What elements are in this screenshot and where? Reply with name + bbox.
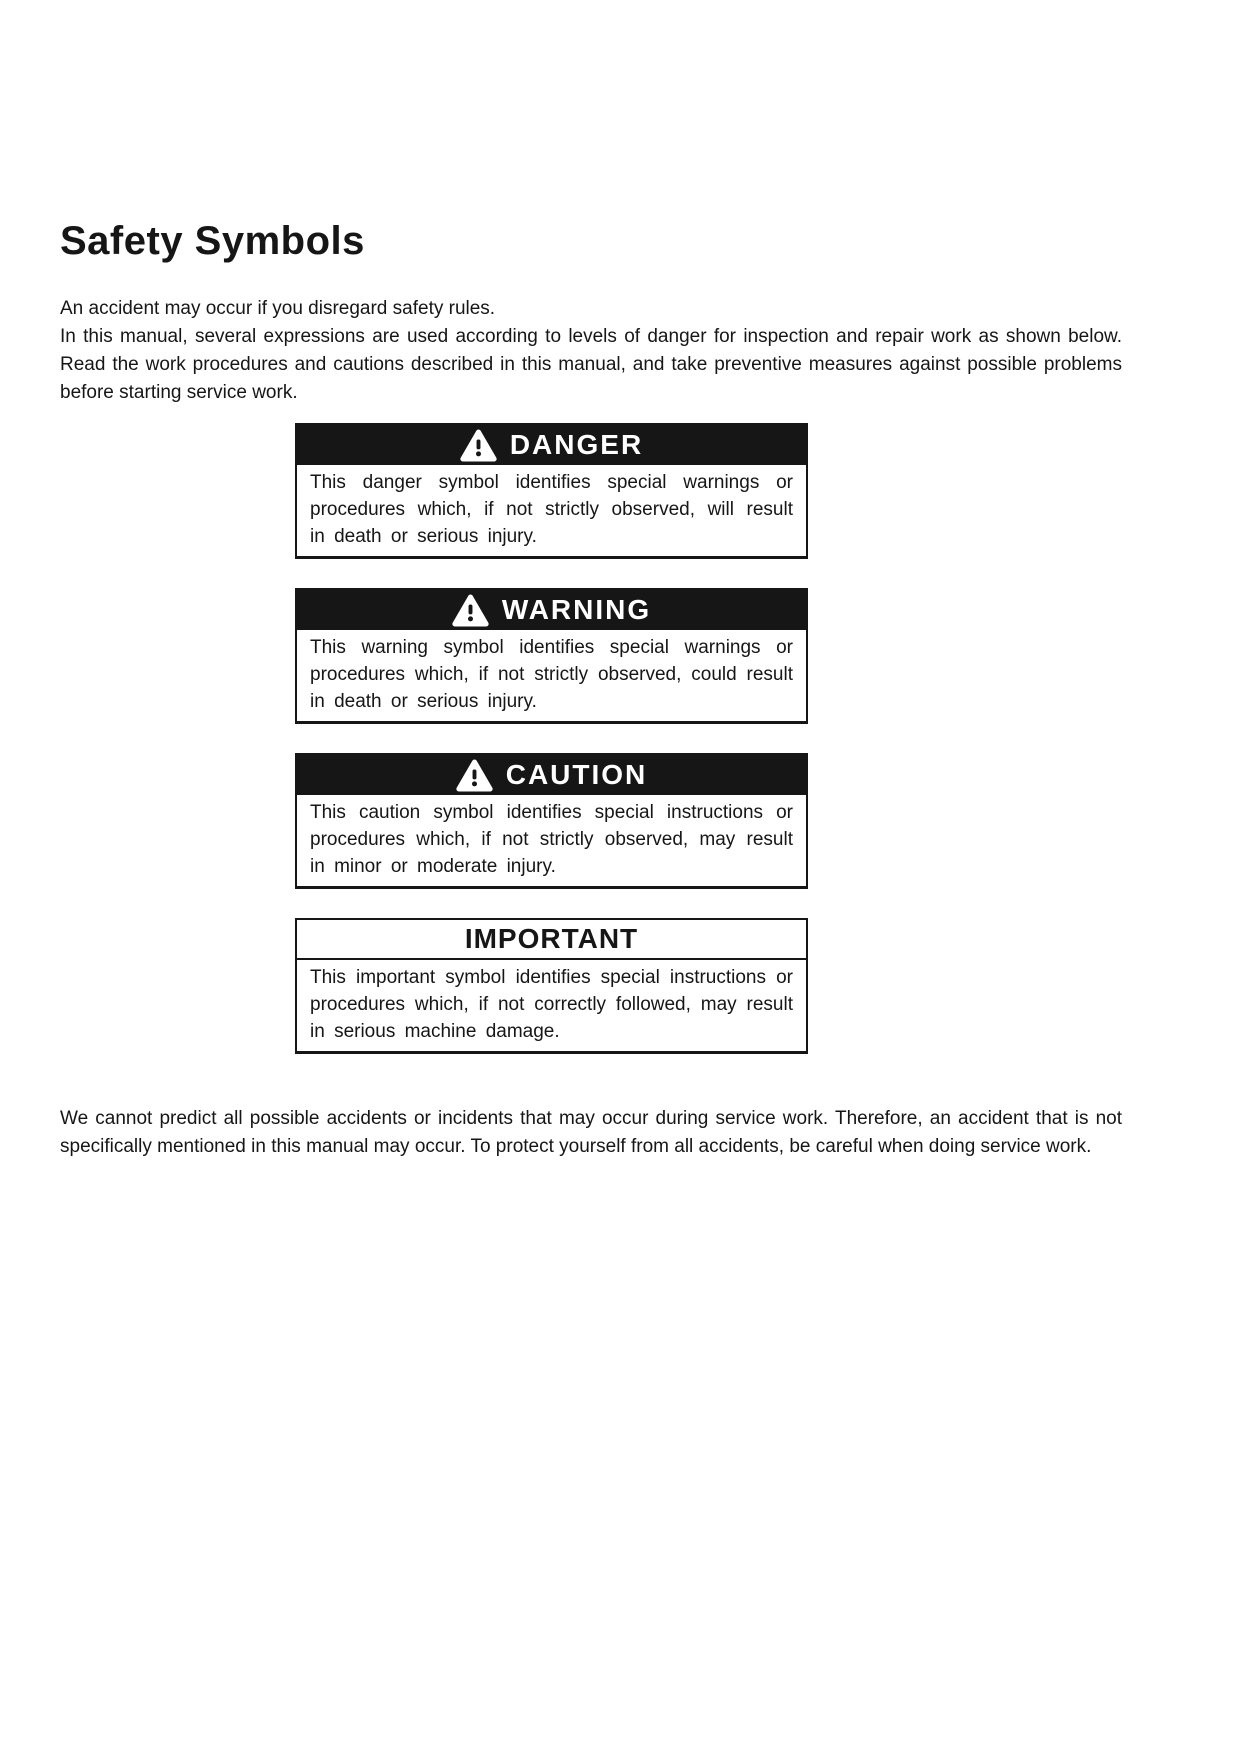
box-header (297, 425, 806, 465)
page-title: Safety Symbols (60, 219, 365, 263)
box-title: CAUTION (505, 759, 648, 790)
box-body-text: This caution symbol identifies special instructions or procedures which, if not strictly observed, may result in minor or moderate injury. (310, 802, 793, 877)
box-body-text: This important symbol identifies special instructions or procedures which, if not correctly followed, may result in serious machine damage. (310, 967, 793, 1042)
box-body-text: This warning symbol identifies special warnings or procedures which, if not strictly observed, could result in death or serious injury. (310, 637, 793, 712)
danger-box (295, 423, 808, 559)
box-header (297, 920, 806, 960)
box-header (297, 755, 806, 795)
box-title: DANGER (509, 429, 644, 460)
warning-triangle-icon (460, 429, 497, 462)
intro-paragraph: In this manual, several expressions are used according to levels of danger for inspection and repair work as shown below. Read the work procedures and cautions described in this manual, and take preventive measures against possible problems before starting service work. (60, 326, 1122, 403)
warning-triangle-icon (456, 759, 493, 792)
box-title: IMPORTANT (464, 923, 639, 954)
closing-paragraph: We cannot predict all possible accidents or incidents that may occur during service work. Therefore, an accident that is not specifically mentioned in this manual may occur. To protect yourself from all accidents, be careful when doing service work. (60, 1108, 1122, 1157)
box-body-text: This danger symbol identifies special warnings or procedures which, if not strictly observed, will result in death or serious injury. (310, 472, 793, 547)
caution-box (295, 753, 808, 889)
safety-symbol-boxes (295, 423, 808, 1083)
important-box (295, 918, 808, 1054)
box-title: WARNING (501, 594, 652, 625)
box-header (297, 590, 806, 630)
warning-triangle-icon (452, 594, 489, 627)
intro-section (60, 295, 1122, 407)
intro-line: An accident may occur if you disregard safety rules. (60, 298, 496, 319)
warning-box (295, 588, 808, 724)
